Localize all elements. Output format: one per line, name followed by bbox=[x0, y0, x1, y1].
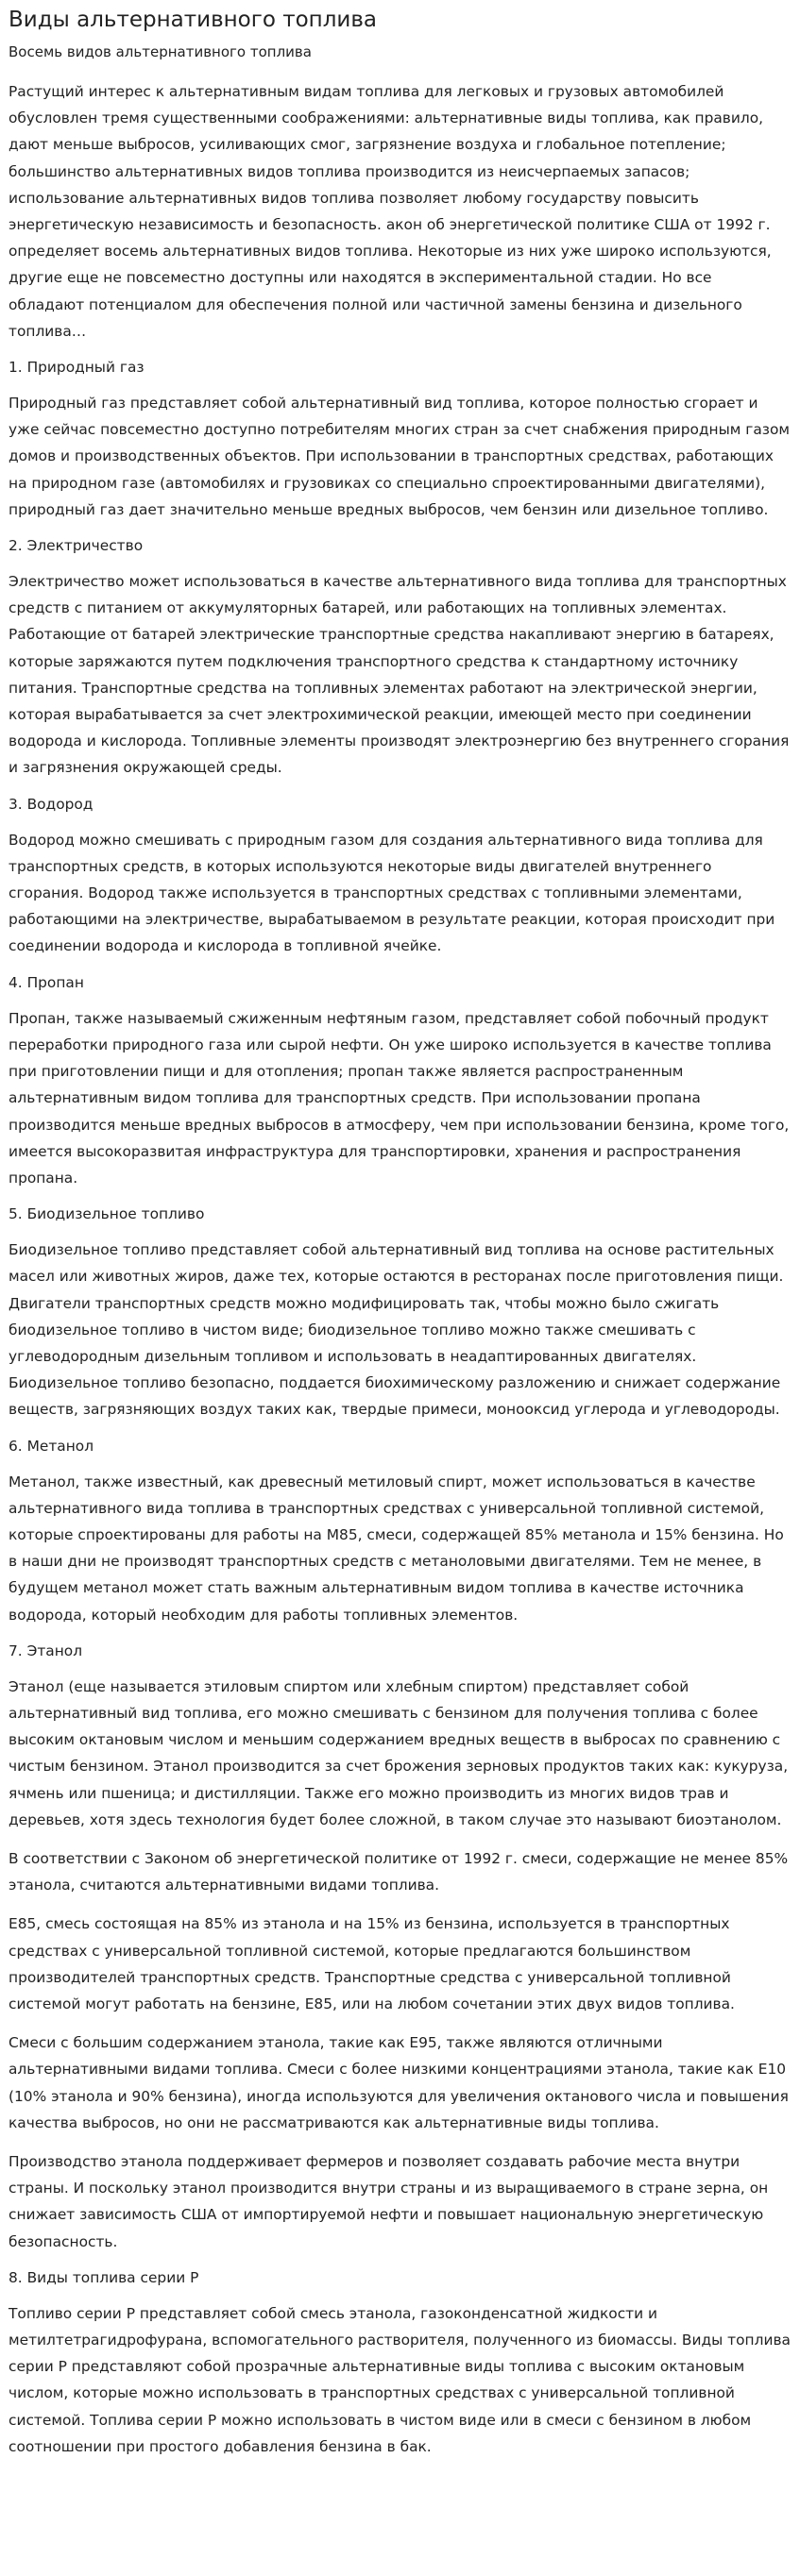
section-paragraph: Биодизельное топливо представляет собой альтернативный вид топлива на основе растительных масел или животных жиров, даже тех, которые остаются в ресторанах после приготовления пищи. Двигатели транспортных средств можно модифицировать так, чтобы можно было сжигать биодизельное топливо в чистом виде; биодизельное топливо можно также смешивать с углеводородным дизельным топливом и использовать в неадаптированных двигателях. Биодизельное топливо безопасно, поддается биохимическому разложению и снижает содержание веществ, загрязняющих воздух таких как, твердые примеси, монооксид углерода и углеводороды. bbox=[9, 1241, 784, 1419]
section-paragraph: Пропан, также называемый сжиженным нефтяным газом, представляет собой побочный продукт переработки природного газа или сырой нефти. Он уже широко используется в качестве топлива при приготовлении пищи и для отопления; пропан также является распространенным альтернативным видом топлива для транспортных средств. При использовании пропана производится меньше вредных выбросов в атмосферу, чем при использовании бензина, кроме того, имеется высокоразвитая инфраструктура для транспортировки, хранения и распространения пропана. bbox=[9, 1009, 790, 1187]
section-heading: 8. Виды топлива серии P bbox=[9, 2268, 199, 2286]
section-heading: 2. Электричество bbox=[9, 537, 144, 555]
section-heading: 7. Этанол bbox=[9, 1642, 83, 1659]
section-paragraph: Метанол, также известный, как древесный метиловый спирт, может использоваться в качестве альтернативного вида топлива в транспортных средствах с универсальной топливной системой, которые спроектированы для работы на М85, смеси, содержащей 85% метанола и 15% бензина. Но в наши дни не производят транспортных средств с метаноловыми двигателями. Тем не менее, в будущем метанол может стать важным альтернативным видом топлива в качестве источника водорода, который необходим для работы топливных элементов. bbox=[9, 1473, 784, 1624]
page-subtitle: Восемь видов альтернативного топлива bbox=[9, 43, 312, 60]
page-title: Виды альтернативного топлива bbox=[9, 8, 378, 32]
intro-paragraph: Растущий интерес к альтернативным видам топлива для легковых и грузовых автомобилей обусловлен тремя существенными соображениями: альтернативные виды топлива, как правило, дают меньше выбросов, усиливающих смог, загрязнение воздуха и глобальное потепление; большинство альтернативных видов топлива производится из неисчерпаемых запасов; использование альтернативных видов топлива позволяет любому государству повысить энергетическую независимость и безопасность. акон об энергетической политике США от 1992 г. определяет восемь альтернативных видов топлива. Некоторые из них уже широко используются, другие еще не повсеместно доступны или находятся в экспериментальной стадии. Но все обладают потенциалом для обеспечения полной или частичной замены бензина и дизельного топлива… bbox=[9, 83, 772, 340]
section-paragraph: Топливо серии P представляет собой смесь этанола, газоконденсатной жидкости и метилтетрагидрофурана, вспомогательного растворителя, полученного из биомассы. Виды топлива серии P представляют собой прозрачные альтернативные виды топлива с высоким октановым числом, которые можно использовать в транспортных средствах с универсальной топливной системой. Топлива серии P можно использовать в чистом виде или в смеси с бензином в любом соотношении при простого добавления бензина в бак. bbox=[9, 2304, 791, 2455]
section-paragraph: Смеси с большим содержанием этанола, такие как E95, также являются отличными альтернативными видами топлива. Смеси с более низкими концентрациями этанола, такие как E10 (10% этанола и 90% бензина), иногда используются для увеличения октанового числа и повышения качества выбросов, но они не рассматриваются как альтернативные виды топлива. bbox=[9, 2034, 789, 2131]
section-heading: 4. Пропан bbox=[9, 973, 84, 991]
section-paragraph: E85, смесь состоящая на 85% из этанола и на 15% из бензина, используется в транспортных средствах с универсальной топливной системой, которые предлагаются большинством производителей транспортных средств. Транспортные средства с универсальной топливной системой могут работать на бензине, E85, или на любом сочетании этих двух видов топлива. bbox=[9, 1915, 735, 2012]
section-paragraph: Электричество может использоваться в качестве альтернативного вида топлива для транспортных средств с питанием от аккумуляторных батарей, или работающих на топливных элементах. Работающие от батарей электрические транспортные средства накапливают энергию в батареях, которые заряжаются путем подключения транспортного средства к стандартному источнику питания. Транспортные средства на топливных элементах работают на электрической энергии, которая вырабатывается за счет электрохимической реакции, имеющей место при соединении водорода и кислорода. Топливные элементы производят электроэнергию без внутреннего сгорания и загрязнения окружающей среды. bbox=[9, 573, 790, 777]
section-paragraph: Производство этанола поддерживает фермеров и позволяет создавать рабочие места внутри страны. И поскольку этанол производится внутри страны и из выращиваемого в стране зерна, он снижает зависимость США от импортируемой нефти и повышает национальную энергетическую безопасность. bbox=[9, 2153, 769, 2250]
section-paragraph: Природный газ представляет собой альтернативный вид топлива, которое полностью сгорает и уже сейчас повсеместно доступно потребителям многих стран за счет снабжения природным газом домов и производственных объектов. При использовании в транспортных средствах, работающих на природном газе (автомобилях и грузовиках со специально спроектированными двигателями), природный газ дает значительно меньше вредных выбросов, чем бензин или дизельное топливо. bbox=[9, 395, 790, 518]
section-heading: 5. Биодизельное топливо bbox=[9, 1205, 205, 1223]
article bbox=[0, 6, 800, 2460]
section-heading: 1. Природный газ bbox=[9, 359, 145, 377]
section-heading: 3. Водород bbox=[9, 795, 94, 813]
section-heading: 6. Метанол bbox=[9, 1437, 94, 1455]
sections-container bbox=[9, 357, 791, 2460]
section-paragraph: Водород можно смешивать с природным газом для создания альтернативного вида топлива для транспортных средств, в которых используются некоторые виды двигателей внутреннего сгорания. Водород также используется в транспортных средствах с топливными элементами, работающими на электричестве, вырабатываемом в результате реакции, которая происходит при соединении водорода и кислорода в топливной ячейке. bbox=[9, 831, 775, 955]
section-paragraph: В соответствии с Законом об энергетической политике от 1992 г. смеси, содержащие не менее 85% этанола, считаются альтернативными видами топлива. bbox=[9, 1849, 789, 1894]
section-paragraph: Этанол (еще называется этиловым спиртом или хлебным спиртом) представляет собой альтернативный вид топлива, его можно смешивать с бензином для получения топлива с более высоким октановым числом и меньшим содержанием вредных веществ в выбросах по сравнению с чистым бензином. Этанол производится за счет брожения зерновых продуктов таких как: кукуруза, ячмень или пшеница; и дистилляции. Также его можно производить из многих видов трав и деревьев, хотя здесь технология будет более сложной, в таком случае это называют биоэтанолом. bbox=[9, 1677, 789, 1828]
